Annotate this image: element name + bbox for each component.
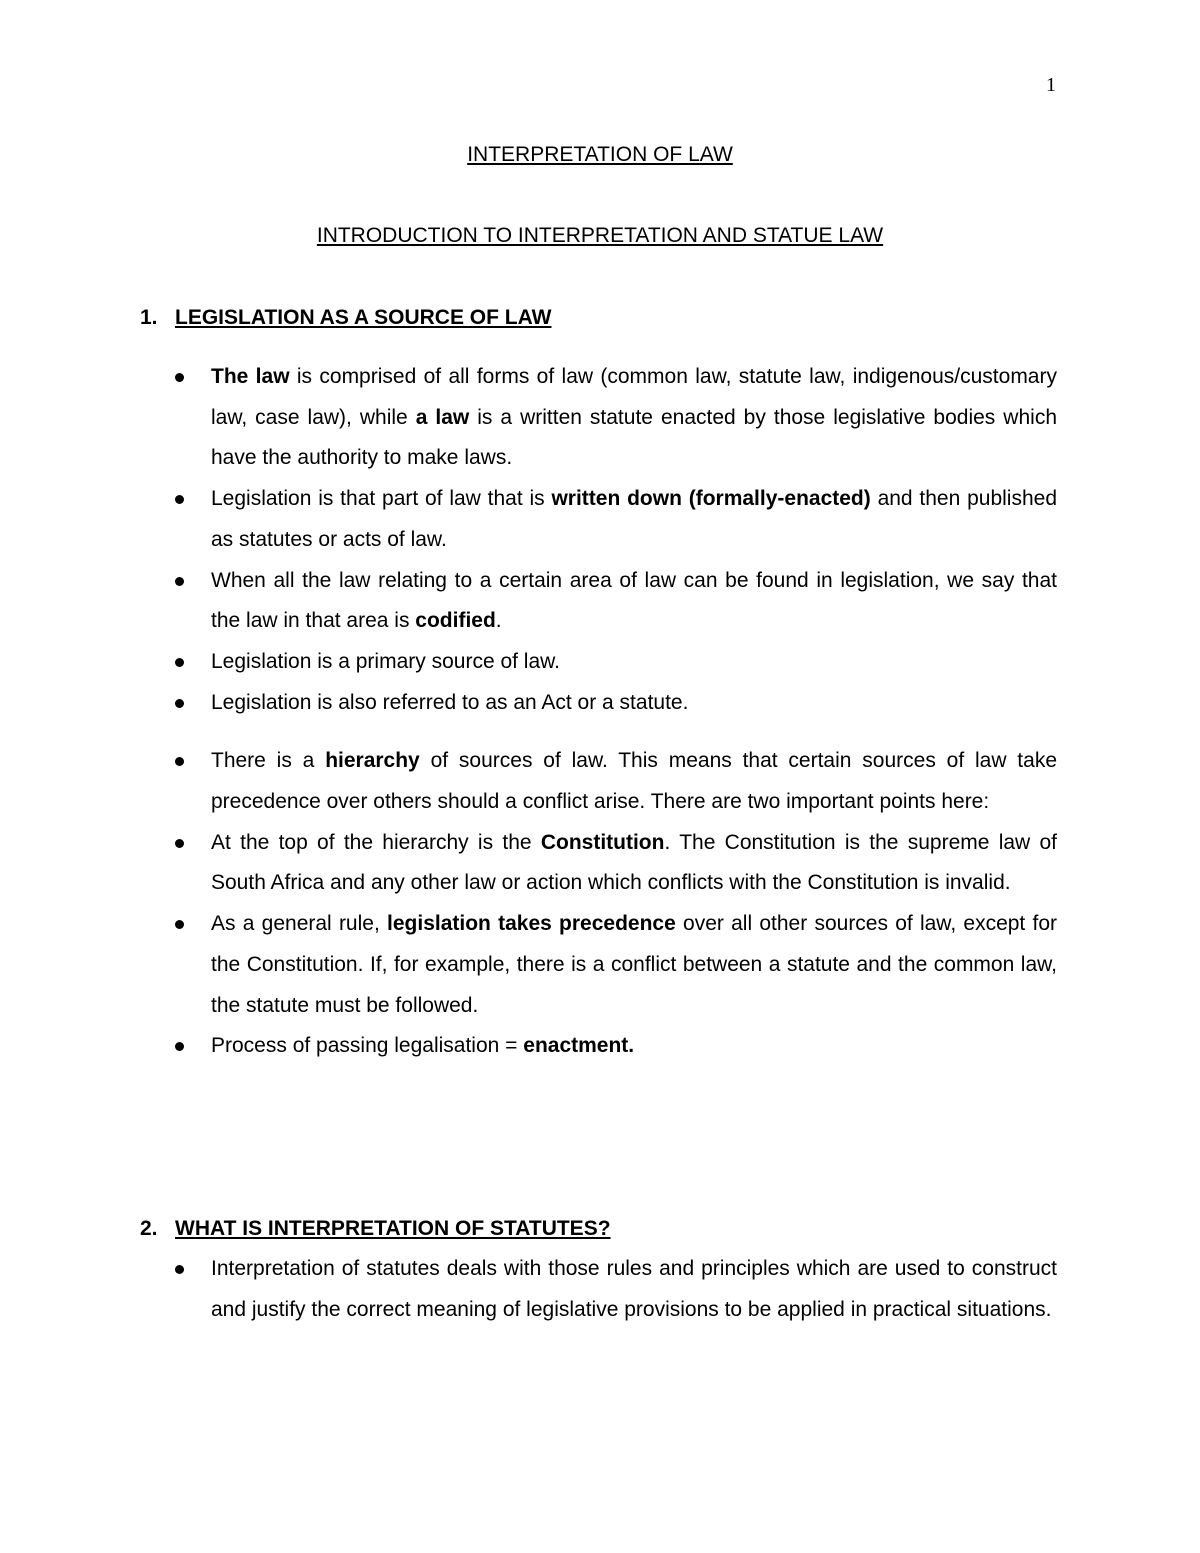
bullet-item bbox=[0, 1026, 1057, 1067]
bullet-icon bbox=[175, 373, 184, 382]
bold-text: Constitution bbox=[540, 830, 665, 854]
text: Process of passing legalisation = bbox=[211, 1034, 524, 1058]
bullet-item bbox=[0, 904, 1057, 1026]
text: and then published as statutes or acts of law. bbox=[211, 487, 1057, 551]
bold-text: hierarchy bbox=[325, 749, 420, 773]
text: is a written statute enacted by those legislative bodies which have the authority to make laws. bbox=[211, 405, 1057, 470]
bullet-icon bbox=[175, 1042, 184, 1051]
text: As a general rule, bbox=[211, 912, 388, 936]
bullet-icon bbox=[175, 577, 184, 586]
text: At the top of the hierarchy is the bbox=[211, 830, 541, 854]
bullet-item bbox=[0, 683, 1057, 724]
bullet-item bbox=[0, 741, 1057, 822]
bullet-item bbox=[0, 823, 1057, 904]
text: Legislation is that part of law that is bbox=[211, 487, 552, 511]
text: Interpretation of statutes deals with those rules and principles which are used to construct and justify the correct meaning of legislative provisions to be applied in practical situations. bbox=[211, 1257, 1057, 1321]
bullet-icon bbox=[175, 839, 184, 848]
document-title: INTERPRETATION OF LAW bbox=[467, 143, 733, 166]
section-2-bullet-list bbox=[0, 1249, 1200, 1330]
text: There is a bbox=[211, 749, 326, 773]
bullet-item bbox=[0, 642, 1057, 683]
bullet-icon bbox=[175, 495, 184, 504]
text: Legislation is also referred to as an Act or a statute. bbox=[211, 690, 689, 714]
bullet-icon bbox=[175, 699, 184, 708]
section-2-heading bbox=[140, 1217, 611, 1241]
bold-text: enactment. bbox=[523, 1034, 635, 1058]
section-1-bullet-list bbox=[0, 357, 1200, 1067]
bold-text: The law bbox=[211, 365, 290, 388]
bullet-item bbox=[0, 1249, 1057, 1330]
bullet-icon bbox=[175, 920, 184, 929]
text: over all other sources of law, except for the Constitution. If, for example, there is a conflict between a statute and the common law, the statute must be followed. bbox=[211, 912, 1057, 1017]
text: is comprised of all forms of law (common law, statute law, indigenous/customary law, case law), while bbox=[211, 365, 1057, 429]
section-1-heading bbox=[140, 306, 551, 330]
section-number: 1. bbox=[140, 306, 158, 329]
bold-text: a law bbox=[415, 405, 470, 429]
section-title: WHAT IS INTERPRETATION OF STATUTES? bbox=[175, 1217, 611, 1240]
text: Legislation is a primary source of law. bbox=[211, 649, 560, 673]
section-title: LEGISLATION AS A SOURCE OF LAW bbox=[175, 306, 552, 329]
section-number: 2. bbox=[140, 1217, 158, 1240]
bullet-item bbox=[0, 561, 1057, 642]
text: . The Constitution is the supreme law of South Africa and any other law or action which conflicts with the Constitution is invalid. bbox=[211, 830, 1057, 895]
bullet-item bbox=[0, 479, 1057, 560]
bold-text: legislation takes precedence bbox=[387, 912, 676, 936]
bold-text: written down (formally-enacted) bbox=[551, 487, 871, 511]
page-number: 1 bbox=[1046, 74, 1056, 96]
bullet-item bbox=[0, 357, 1057, 479]
bullet-icon bbox=[175, 658, 184, 667]
bullet-icon bbox=[175, 1265, 184, 1274]
document-subtitle: INTRODUCTION TO INTERPRETATION AND STATUE LAW bbox=[316, 224, 884, 247]
text: of sources of law. This means that certain sources of law take precedence over others should a conflict arise. There are two important points here: bbox=[211, 749, 1057, 814]
bullet-icon bbox=[175, 757, 184, 766]
bold-text: codified bbox=[415, 609, 496, 633]
text: When all the law relating to a certain area of law can be found in legislation, we say that the law in that area is bbox=[211, 568, 1057, 633]
text: . bbox=[495, 609, 502, 633]
